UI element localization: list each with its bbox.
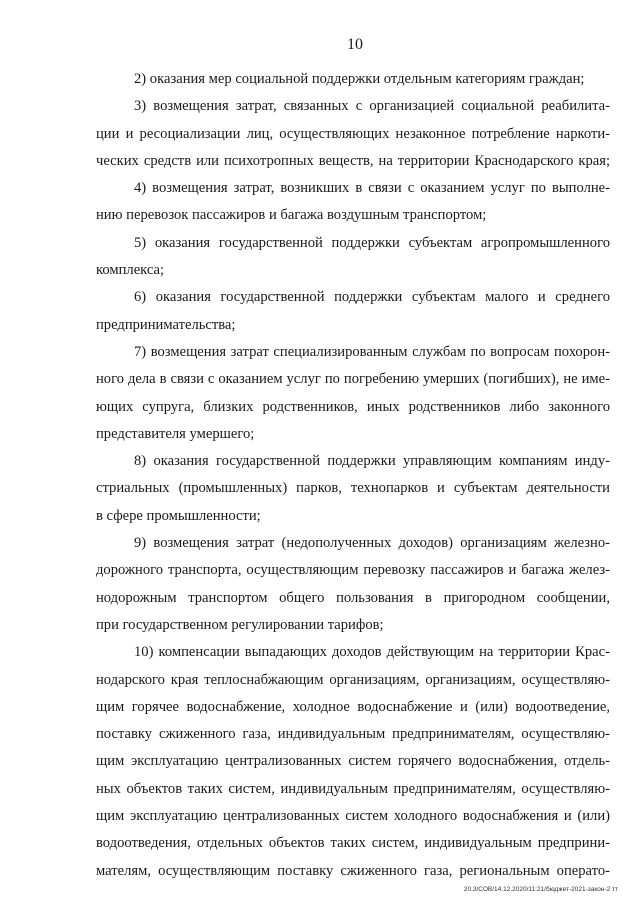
text-line: нодарского края теплоснабжающим организациям, организациям, осуществляю- — [96, 671, 610, 688]
text-line: водоотведения, отдельных объектов таких систем, индивидуальным предприни- — [96, 835, 610, 852]
footer-file-stamp: 20.3/СОВ/14.12.2020/11:21/бюджет-2021-закон-2 тт — [463, 886, 618, 893]
text-line: стриальных (промышленных) парков, технопарков и субъектам деятельности — [96, 480, 610, 497]
text-line: поставку сжиженного газа, индивидуальным предпринимателям, осуществляю- — [96, 726, 610, 743]
body-text — [96, 66, 610, 885]
text-line: 9) возмещения затрат (недополученных доходов) организациям железно- — [134, 535, 610, 552]
text-line: комплекса; — [96, 262, 165, 279]
text-line: 8) оказания государственной поддержки управляющим компаниям инду- — [134, 453, 610, 470]
text-line: ции и ресоциализации лиц, осуществляющих незаконное потребление наркоти- — [96, 125, 610, 142]
text-line: щим горячее водоснабжение, холодное водоснабжение и (или) водоотведение, — [96, 698, 610, 715]
text-line: 5) оказания государственной поддержки субъектам агропромышленного — [134, 234, 610, 251]
text-line: при государственном регулировании тарифов; — [96, 616, 384, 633]
text-line: нию перевозок пассажиров и багажа воздушным транспортом; — [96, 207, 487, 224]
text-line: 4) возмещения затрат, возникших в связи с оказанием услуг по выполне- — [134, 180, 610, 197]
text-line: ных объектов таких систем, индивидуальным предпринимателям, осуществляю- — [96, 780, 610, 797]
text-line: представителя умершего; — [96, 425, 255, 442]
text-line: дорожного транспорта, осуществляющим перевозку пассажиров и багажа желез- — [96, 562, 610, 579]
text-line: 3) возмещения затрат, связанных с организацией социальной реабилита- — [134, 98, 610, 115]
text-line: 6) оказания государственной поддержки субъектам малого и среднего — [134, 289, 610, 306]
text-line: 10) компенсации выпадающих доходов действующим на территории Крас- — [134, 644, 610, 661]
text-line: в сфере промышленности; — [96, 507, 261, 524]
page-number: 10 — [347, 36, 363, 53]
text-line: ющих супруга, близких родственников, иных родственников либо законного — [96, 398, 610, 415]
text-line: предпринимательства; — [96, 316, 236, 333]
text-line: 2) оказания мер социальной поддержки отдельным категориям граждан; — [134, 71, 585, 87]
text-line: нодорожным транспортом общего пользования в пригородном сообщении, — [96, 589, 610, 606]
text-line: щим эксплуатацию централизованных систем горячего водоснабжения, отдель- — [96, 753, 610, 770]
text-line: ческих средств или психотропных веществ, на территории Краснодарского края; — [96, 152, 610, 169]
text-line: щим эксплуатацию централизованных систем холодного водоснабжения и (или) — [96, 808, 610, 825]
text-line: ного дела в связи с оказанием услуг по погребению умерших (погибших), не име- — [96, 371, 610, 388]
text-line: мателям, осуществляющим поставку сжиженного газа, региональным операто- — [96, 862, 610, 879]
text-line: 7) возмещения затрат специализированным службам по вопросам похорон- — [134, 343, 610, 360]
